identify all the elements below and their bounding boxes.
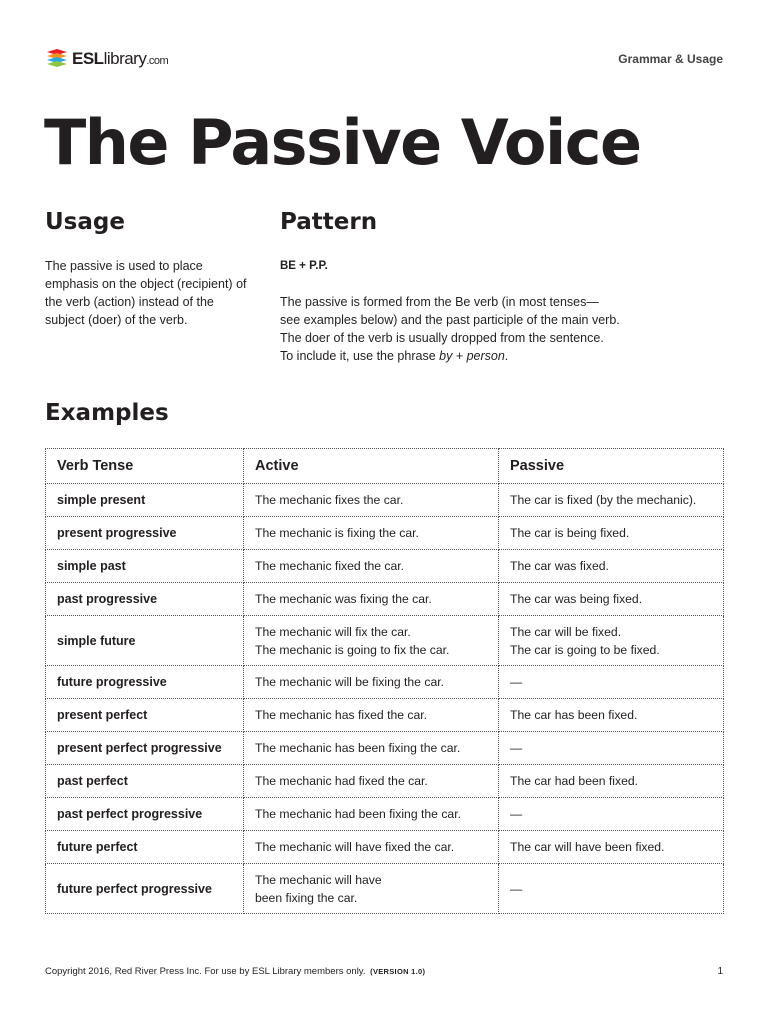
table-row — [46, 550, 724, 583]
pattern-line-last — [280, 347, 700, 365]
book-stack-icon — [45, 47, 69, 71]
usage-text: The passive is used to place emphasis on the object (recipient) of the verb (action) instead of the subject (doer) of the verb. — [45, 259, 247, 327]
page-header — [45, 44, 723, 74]
cell-verb-tense: simple present — [46, 484, 244, 517]
cell-active — [244, 765, 499, 798]
cell-verb-tense: simple future — [46, 616, 244, 666]
passive-sentence: The car is being fixed. — [510, 526, 630, 540]
cell-passive — [499, 798, 724, 831]
cell-active — [244, 666, 499, 699]
table-header-row — [46, 449, 724, 484]
active-sentence: been fixing the car. — [255, 890, 358, 905]
logo-wordmark — [72, 49, 168, 69]
table-row — [46, 831, 724, 864]
passive-sentence: The car had been fixed. — [510, 774, 639, 788]
cell-active — [244, 798, 499, 831]
cell-passive — [499, 831, 724, 864]
cell-active — [244, 583, 499, 616]
logo-com: .com — [146, 55, 169, 67]
passive-sentence: The car has been fixed. — [510, 708, 638, 722]
cell-verb-tense: past progressive — [46, 583, 244, 616]
passive-sentence: — — [510, 881, 523, 896]
active-sentence: The mechanic fixed the car. — [255, 559, 405, 573]
passive-sentence: The car is fixed (by the mechanic). — [510, 493, 697, 507]
pattern-heading: Pattern — [280, 209, 378, 235]
column-header-verb-tense: Verb Tense — [46, 449, 244, 484]
logo-brand: ESL — [72, 49, 104, 68]
cell-passive — [499, 517, 724, 550]
cell-verb-tense: present progressive — [46, 517, 244, 550]
pattern-line: The passive is formed from the Be verb (in most tenses— — [280, 295, 599, 309]
cell-passive — [499, 550, 724, 583]
active-sentence: The mechanic will have — [255, 872, 382, 887]
table-row — [46, 583, 724, 616]
passive-sentence: The car will have been fixed. — [510, 840, 665, 854]
cell-verb-tense: past perfect progressive — [46, 798, 244, 831]
active-sentence: The mechanic had fixed the car. — [255, 774, 428, 788]
table-row — [46, 616, 724, 666]
cell-passive — [499, 732, 724, 765]
active-sentence: The mechanic had been fixing the car. — [255, 807, 461, 821]
cell-verb-tense: future perfect — [46, 831, 244, 864]
examples-table — [45, 448, 724, 914]
pattern-phrase: by + person — [439, 349, 505, 363]
active-sentence: The mechanic will fix the car. — [255, 624, 411, 639]
cell-passive — [499, 699, 724, 732]
usage-section — [45, 209, 255, 329]
cell-active — [244, 831, 499, 864]
passive-sentence: — — [510, 741, 523, 755]
active-sentence: The mechanic will be fixing the car. — [255, 675, 444, 689]
table-row — [46, 765, 724, 798]
examples-heading: Examples — [45, 400, 169, 426]
cell-passive — [499, 864, 724, 914]
cell-verb-tense: future perfect progressive — [46, 864, 244, 914]
active-sentence: The mechanic has fixed the car. — [255, 708, 428, 722]
logo-lib: library — [103, 49, 147, 68]
page-number: 1 — [717, 966, 723, 977]
cell-active — [244, 517, 499, 550]
cell-active — [244, 864, 499, 914]
passive-sentence: The car was being fixed. — [510, 592, 643, 606]
pattern-line: The doer of the verb is usually dropped from the sentence. — [280, 331, 604, 345]
cell-passive — [499, 666, 724, 699]
table-row — [46, 666, 724, 699]
cell-active — [244, 550, 499, 583]
active-sentence: The mechanic is going to fix the car. — [255, 642, 450, 657]
table-row — [46, 864, 724, 914]
version-label: (VERSION 1.0) — [370, 967, 426, 976]
cell-active — [244, 732, 499, 765]
active-sentence: The mechanic has been fixing the car. — [255, 741, 461, 755]
pattern-description — [280, 293, 700, 365]
cell-active — [244, 484, 499, 517]
active-sentence: The mechanic is fixing the car. — [255, 526, 419, 540]
cell-passive — [499, 765, 724, 798]
active-sentence: The mechanic will have fixed the car. — [255, 840, 455, 854]
passive-sentence: The car was fixed. — [510, 559, 609, 573]
table-row — [46, 517, 724, 550]
cell-verb-tense: present perfect — [46, 699, 244, 732]
esl-library-logo[interactable] — [45, 44, 168, 74]
table-row — [46, 798, 724, 831]
usage-heading: Usage — [45, 209, 125, 235]
column-header-active: Active — [244, 449, 499, 484]
passive-sentence: — — [510, 675, 523, 689]
cell-verb-tense: past perfect — [46, 765, 244, 798]
section-label: Grammar & Usage — [618, 52, 723, 66]
cell-passive — [499, 616, 724, 666]
pattern-last-prefix: To include it, use the phrase — [280, 349, 440, 363]
cell-verb-tense: present perfect progressive — [46, 732, 244, 765]
pattern-formula: BE + P.P. — [280, 260, 328, 272]
cell-verb-tense: simple past — [46, 550, 244, 583]
passive-sentence: — — [510, 807, 523, 821]
active-sentence: The mechanic was fixing the car. — [255, 592, 432, 606]
copyright-text: Copyright 2016, Red River Press Inc. For use by ESL Library members only. — [45, 966, 366, 977]
page-title: The Passive Voice — [44, 106, 641, 179]
cell-passive — [499, 484, 724, 517]
column-header-passive: Passive — [499, 449, 724, 484]
pattern-section — [280, 209, 700, 365]
pattern-line: see examples below) and the past participle of the main verb. — [280, 313, 620, 327]
active-sentence: The mechanic fixes the car. — [255, 493, 404, 507]
cell-passive — [499, 583, 724, 616]
passive-sentence: The car is going to be fixed. — [510, 642, 660, 657]
cell-verb-tense: future progressive — [46, 666, 244, 699]
page-footer — [45, 966, 723, 977]
passive-sentence: The car will be fixed. — [510, 624, 622, 639]
table-row — [46, 484, 724, 517]
cell-active — [244, 699, 499, 732]
pattern-last-suffix: . — [504, 349, 509, 363]
table-row — [46, 699, 724, 732]
table-row — [46, 732, 724, 765]
cell-active — [244, 616, 499, 666]
